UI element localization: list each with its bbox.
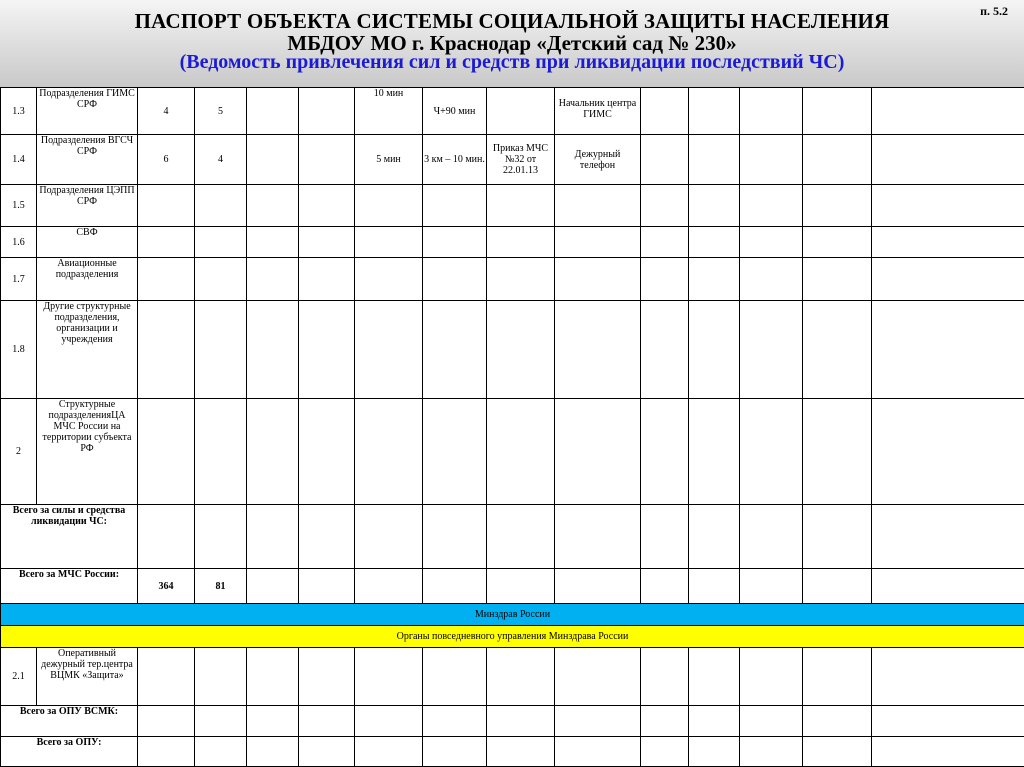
table-cell xyxy=(803,569,872,604)
table-cell xyxy=(641,706,689,737)
cell-contact: Начальник центра ГИМС xyxy=(555,88,641,135)
cell-readiness: 3 км – 10 мин. xyxy=(423,135,487,185)
table-cell xyxy=(872,258,1024,301)
table-cell xyxy=(487,301,555,399)
total-mchs-value: 81 xyxy=(195,569,247,604)
row-name: СВФ xyxy=(37,227,138,258)
row-name: Подразделения ЦЭПП СРФ xyxy=(37,185,138,227)
table-cell xyxy=(689,135,740,185)
table-cell xyxy=(138,399,195,505)
table-cell xyxy=(423,399,487,505)
table-cell xyxy=(641,569,689,604)
table-cell xyxy=(247,648,299,706)
table-cell xyxy=(487,399,555,505)
table-cell xyxy=(803,301,872,399)
table-cell xyxy=(803,505,872,569)
total-mchs-value: 364 xyxy=(138,569,195,604)
table-cell xyxy=(689,227,740,258)
table-cell xyxy=(641,227,689,258)
table-cell xyxy=(740,227,803,258)
table-cell xyxy=(355,301,423,399)
table-row-total xyxy=(1,505,1024,569)
table-cell xyxy=(423,505,487,569)
table-cell xyxy=(872,505,1024,569)
table-cell xyxy=(299,258,355,301)
table-cell xyxy=(247,185,299,227)
table-cell xyxy=(355,227,423,258)
table-cell xyxy=(872,706,1024,737)
table-cell xyxy=(487,737,555,767)
table-row-total xyxy=(1,706,1024,737)
table-cell xyxy=(740,135,803,185)
row-number: 1.6 xyxy=(1,227,37,258)
row-number: 2.1 xyxy=(1,648,37,706)
band-minzdrav: Минздрав России xyxy=(1,604,1024,626)
cell-value: 4 xyxy=(138,88,195,135)
table-cell xyxy=(355,569,423,604)
table-cell xyxy=(487,505,555,569)
table-cell xyxy=(138,258,195,301)
table-cell xyxy=(641,737,689,767)
table-cell xyxy=(487,648,555,706)
table-cell xyxy=(555,706,641,737)
table-cell xyxy=(641,185,689,227)
table-cell xyxy=(195,737,247,767)
table-row xyxy=(1,648,1024,706)
table-cell xyxy=(803,706,872,737)
table-cell xyxy=(423,258,487,301)
table-cell xyxy=(195,185,247,227)
table-cell xyxy=(689,505,740,569)
table-cell xyxy=(555,648,641,706)
table-cell xyxy=(299,399,355,505)
cell-order: Приказ МЧС №32 от 22.01.13 xyxy=(487,135,555,185)
table-row xyxy=(1,227,1024,258)
table-cell xyxy=(641,135,689,185)
table-cell xyxy=(689,88,740,135)
table-cell xyxy=(355,737,423,767)
table-cell xyxy=(689,301,740,399)
row-number: 1.8 xyxy=(1,301,37,399)
table-cell xyxy=(355,258,423,301)
table-cell xyxy=(487,88,555,135)
table-cell xyxy=(138,706,195,737)
table-cell xyxy=(138,648,195,706)
forces-table xyxy=(0,87,1024,767)
table-cell xyxy=(299,737,355,767)
table-cell xyxy=(423,648,487,706)
cell-value: 5 xyxy=(195,88,247,135)
table-cell xyxy=(803,88,872,135)
row-number: 1.7 xyxy=(1,258,37,301)
table-cell xyxy=(740,258,803,301)
row-name: Оперативный дежурный тер.центра ВЦМК «Защита» xyxy=(37,648,138,706)
table-cell xyxy=(247,301,299,399)
table-cell xyxy=(355,706,423,737)
table-cell xyxy=(689,399,740,505)
table-cell xyxy=(689,185,740,227)
total-opu-vcmk-label: Всего за ОПУ ВСМК: xyxy=(1,706,138,737)
table-cell xyxy=(299,88,355,135)
table-row xyxy=(1,185,1024,227)
table-cell xyxy=(355,648,423,706)
table-cell xyxy=(872,399,1024,505)
table-row xyxy=(1,258,1024,301)
table-cell xyxy=(555,258,641,301)
table-cell xyxy=(803,185,872,227)
table-cell xyxy=(299,301,355,399)
table-cell xyxy=(555,399,641,505)
table-cell xyxy=(555,569,641,604)
table-cell xyxy=(299,505,355,569)
table-cell xyxy=(803,399,872,505)
table-cell xyxy=(355,505,423,569)
total-mchs-label: Всего за МЧС России: xyxy=(1,569,138,604)
row-number: 1.4 xyxy=(1,135,37,185)
table-cell xyxy=(247,569,299,604)
slide-header xyxy=(0,0,1024,88)
table-cell xyxy=(641,258,689,301)
table-cell xyxy=(247,737,299,767)
table-cell xyxy=(555,185,641,227)
table-cell xyxy=(872,648,1024,706)
table-cell xyxy=(138,227,195,258)
table-cell xyxy=(423,227,487,258)
table-cell xyxy=(195,227,247,258)
table-cell xyxy=(872,737,1024,767)
page-title: ПАСПОРТ ОБЪЕКТА СИСТЕМЫ СОЦИАЛЬНОЙ ЗАЩИТЫ НАСЕЛЕНИЯ xyxy=(134,9,890,33)
total-forces-label: Всего за силы и средства ликвидации ЧС: xyxy=(1,505,138,569)
cell-arrival-time: 5 мин xyxy=(355,135,423,185)
table-cell xyxy=(689,706,740,737)
table-cell xyxy=(195,505,247,569)
row-name: Другие структурные подразделения, организации и учреждения xyxy=(37,301,138,399)
table-cell xyxy=(247,227,299,258)
table-cell xyxy=(487,185,555,227)
table-cell xyxy=(423,737,487,767)
table-cell xyxy=(195,399,247,505)
table-cell xyxy=(872,569,1024,604)
table-cell xyxy=(487,706,555,737)
table-cell xyxy=(803,737,872,767)
table-cell xyxy=(740,185,803,227)
row-number: 1.5 xyxy=(1,185,37,227)
row-number: 2 xyxy=(1,399,37,505)
table-cell xyxy=(299,227,355,258)
table-cell xyxy=(555,301,641,399)
table-cell xyxy=(247,505,299,569)
table-row-total xyxy=(1,737,1024,767)
table-cell xyxy=(555,737,641,767)
cell-contact: Дежурный телефон xyxy=(555,135,641,185)
table-cell xyxy=(299,569,355,604)
table-cell xyxy=(487,258,555,301)
table-cell xyxy=(740,706,803,737)
table-cell xyxy=(872,88,1024,135)
page-subtitle-statement: (Ведомость привлечения сил и средств при ликвидации последствий ЧС) xyxy=(179,51,845,73)
table-cell xyxy=(740,737,803,767)
table-row xyxy=(1,88,1024,135)
table-cell xyxy=(487,227,555,258)
table-cell xyxy=(138,505,195,569)
table-cell xyxy=(689,737,740,767)
table-cell xyxy=(195,648,247,706)
table-cell xyxy=(641,301,689,399)
table-cell xyxy=(803,135,872,185)
table-cell xyxy=(355,399,423,505)
table-cell xyxy=(555,505,641,569)
row-name: Авиационные подразделения xyxy=(37,258,138,301)
section-band xyxy=(1,626,1024,648)
table-cell xyxy=(689,648,740,706)
cell-value: 6 xyxy=(138,135,195,185)
table-row xyxy=(1,399,1024,505)
table-cell xyxy=(689,569,740,604)
table-cell xyxy=(247,399,299,505)
table-cell xyxy=(423,301,487,399)
table-cell xyxy=(423,569,487,604)
table-cell xyxy=(299,706,355,737)
table-cell xyxy=(487,569,555,604)
table-cell xyxy=(555,227,641,258)
table-cell xyxy=(247,258,299,301)
table-cell xyxy=(803,227,872,258)
row-name: Подразделения ГИМС СРФ xyxy=(37,88,138,135)
table-row xyxy=(1,135,1024,185)
table-cell xyxy=(195,258,247,301)
table-cell xyxy=(740,569,803,604)
table-cell xyxy=(872,185,1024,227)
cell-readiness: Ч+90 мин xyxy=(423,88,487,135)
table-cell xyxy=(740,648,803,706)
table-row-total xyxy=(1,569,1024,604)
table-cell xyxy=(872,227,1024,258)
table-cell xyxy=(423,185,487,227)
table-cell xyxy=(423,706,487,737)
table-cell xyxy=(247,88,299,135)
table-cell xyxy=(138,301,195,399)
table-cell xyxy=(872,135,1024,185)
page-subtitle-institution: МБДОУ МО г. Краснодар «Детский сад № 230» xyxy=(287,31,737,55)
table-cell xyxy=(872,301,1024,399)
table-cell xyxy=(803,258,872,301)
table-cell xyxy=(138,185,195,227)
table-cell xyxy=(299,648,355,706)
row-number: 1.3 xyxy=(1,88,37,135)
table-cell xyxy=(641,399,689,505)
table-cell xyxy=(247,706,299,737)
table-cell xyxy=(355,185,423,227)
row-name: Подразделения ВГСЧ СРФ xyxy=(37,135,138,185)
table-cell xyxy=(740,301,803,399)
table-cell xyxy=(689,258,740,301)
table-cell xyxy=(641,505,689,569)
table-cell xyxy=(195,706,247,737)
table-row xyxy=(1,301,1024,399)
table-cell xyxy=(740,88,803,135)
table-cell xyxy=(641,648,689,706)
table-cell xyxy=(299,135,355,185)
section-band xyxy=(1,604,1024,626)
table-cell xyxy=(740,505,803,569)
page-number: п. 5.2 xyxy=(980,4,1008,18)
table-cell xyxy=(247,135,299,185)
table-cell xyxy=(641,88,689,135)
table-cell xyxy=(195,301,247,399)
row-name: Структурные подразделенияЦА МЧС России на территории субъекта РФ xyxy=(37,399,138,505)
table-cell xyxy=(740,399,803,505)
total-opu-label: Всего за ОПУ: xyxy=(1,737,138,767)
cell-arrival-time: 10 мин xyxy=(355,88,423,135)
table-cell xyxy=(803,648,872,706)
table-cell xyxy=(299,185,355,227)
table-cell xyxy=(138,737,195,767)
band-organs: Органы повседневного управления Минздрава России xyxy=(1,626,1024,648)
cell-value: 4 xyxy=(195,135,247,185)
